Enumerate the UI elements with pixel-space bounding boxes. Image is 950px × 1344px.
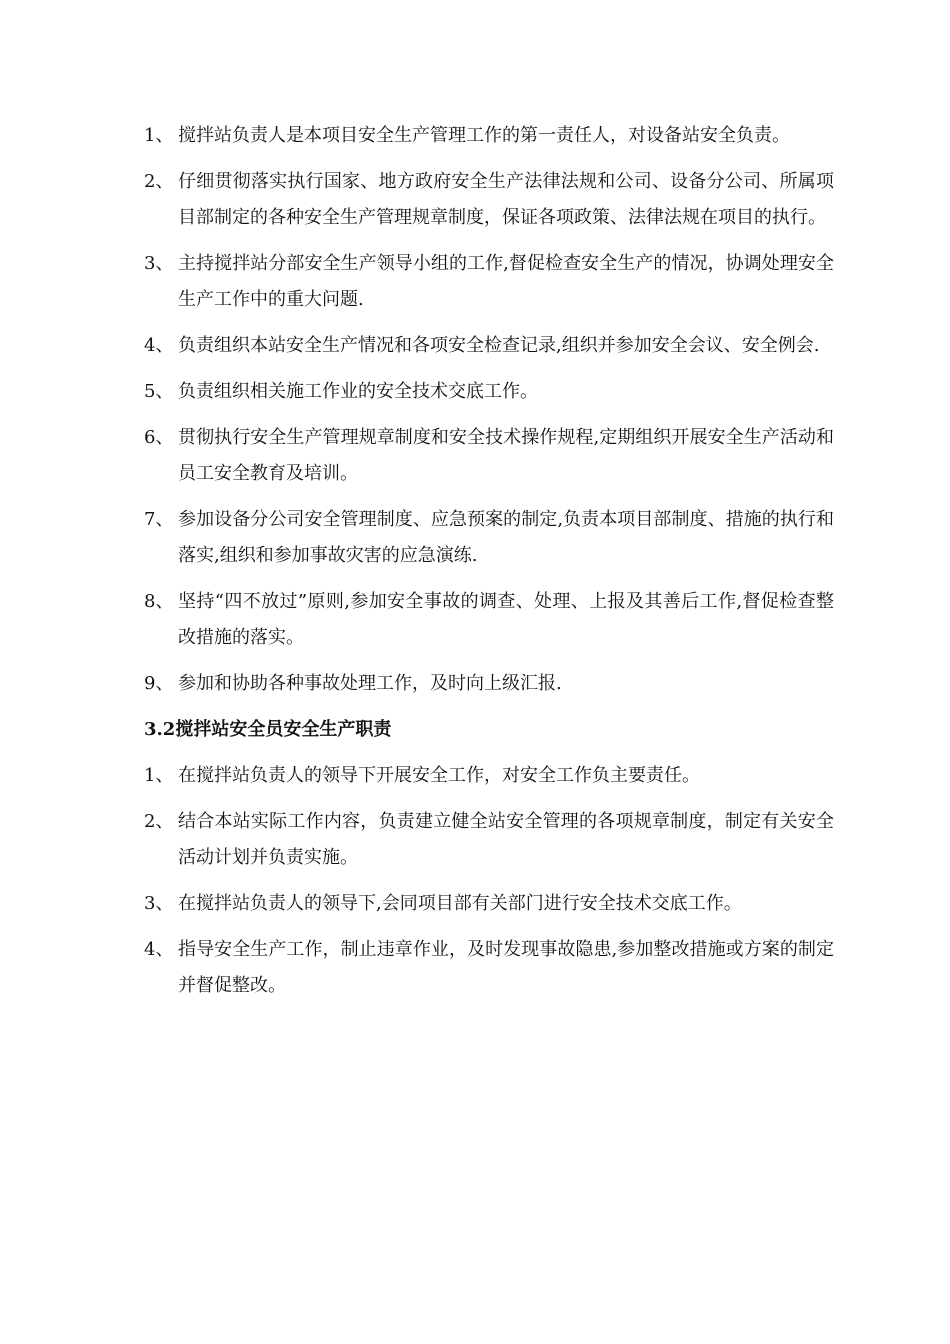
item-text: 负责组织相关施工作业的安全技术交底工作。 [178,381,538,402]
list-item [144,932,834,1004]
item-number: 2、 [144,811,174,832]
list-item [144,420,834,492]
section-heading: 3.2搅拌站安全员安全生产职责 [144,719,392,740]
list-item [144,164,834,236]
item-text: 搅拌站负责人是本项目安全生产管理工作的第一责任人，对设备站安全负责。 [178,125,790,146]
list-item [144,666,834,702]
item-number: 7、 [144,509,174,530]
item-text: 参加和协助各种事故处理工作，及时向上级汇报. [178,673,562,694]
item-text: 参加设备分公司安全管理制度、应急预案的制定,负责本项目部制度、措施的执行和落实,组织和参加事故灾害的应急演练. [178,509,834,566]
item-text: 仔细贯彻落实执行国家、地方政府安全生产法律法规和公司、设备分公司、所属项目部制定的各种安全生产管理规章制度，保证各项政策、法律法规在项目的执行。 [178,171,834,228]
item-number: 9、 [144,673,174,694]
item-number: 8、 [144,591,174,612]
list-item [144,758,834,794]
item-text: 结合本站实际工作内容，负责建立健全站安全管理的各项规章制度，制定有关安全活动计划并负责实施。 [178,811,834,868]
list-item [144,374,834,410]
list-item [144,502,834,574]
item-number: 4、 [144,939,174,960]
item-number: 5、 [144,381,174,402]
item-text: 坚持“四不放过”原则,参加安全事故的调查、处理、上报及其善后工作,督促检查整改措施的落实。 [178,591,834,648]
item-text: 在搅拌站负责人的领导下,会同项目部有关部门进行安全技术交底工作。 [178,893,742,914]
list-item [144,328,834,364]
list-item [144,118,834,154]
item-text: 主持搅拌站分部安全生产领导小组的工作,督促检查安全生产的情况，协调处理安全生产工作中的重大问题. [178,253,834,310]
list-item [144,584,834,656]
document-content [144,118,834,1014]
item-number: 1、 [144,765,174,786]
item-text: 在搅拌站负责人的领导下开展安全工作，对安全工作负主要责任。 [178,765,700,786]
item-number: 3、 [144,253,174,274]
item-number: 1、 [144,125,174,146]
item-text: 指导安全生产工作，制止违章作业，及时发现事故隐患,参加整改措施或方案的制定并督促整改。 [178,939,834,996]
list-item [144,804,834,876]
item-number: 3、 [144,893,174,914]
list-item [144,886,834,922]
item-text: 贯彻执行安全生产管理规章制度和安全技术操作规程,定期组织开展安全生产活动和员工安全教育及培训。 [178,427,834,484]
item-number: 6、 [144,427,174,448]
item-number: 2、 [144,171,174,192]
item-text: 负责组织本站安全生产情况和各项安全检查记录,组织并参加安全会议、安全例会. [178,335,820,356]
list-item [144,246,834,318]
item-number: 4、 [144,335,174,356]
